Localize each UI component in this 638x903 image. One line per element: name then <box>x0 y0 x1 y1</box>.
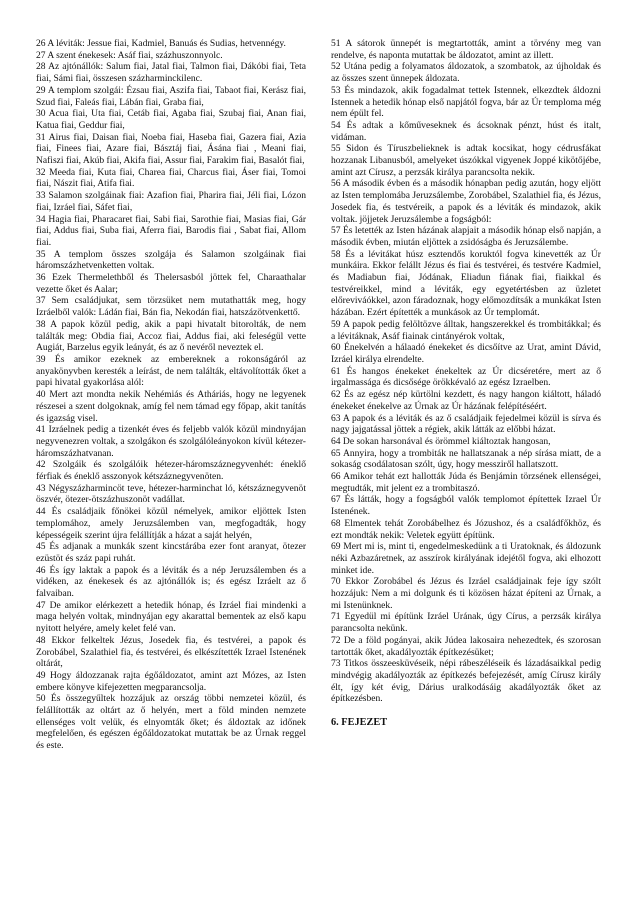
verse-paragraph: 57 És letették az Isten házának alapjait a második hónap első napján, a második évben, miután eljöttek a zsidóságba és Jeruzsálembe. <box>331 225 601 248</box>
verse-paragraph: 29 A templom szolgái: Ézsau fiai, Aszifa fiai, Tabaot fiai, Kerász fiai, Szud fiai, Faleás fiai, Lábán fiai, Graba fiai, <box>36 84 306 108</box>
left-column <box>36 38 306 752</box>
verse-paragraph: 45 És adjanak a munkák szent kincstárába ezer font aranyat, ötezer ezüstöt és száz papi ruhát. <box>36 541 306 564</box>
verse-paragraph: 46 És így laktak a papok és a léviták és a nép Jeruzsálemben és a vidéken, az énekesek és az ajtónállók is; és egész Izráelt az ő falvaiban. <box>36 564 306 600</box>
verse-paragraph: 32 Meeda fiai, Kuta fiai, Charea fiai, Charcus fiai, Áser fiai, Tomoi fiai, Nászit fiai, Atifa fiai. <box>36 166 306 190</box>
verse-paragraph: 50 És összegyűltek hozzájuk az ország többi nemzetei közül, és felállították az oltárt az ő helyén, mert a föld minden nemzete ellenséges volt velük, és elnyomták őket; és áldoztak az időnek megfelelően, és egészen égőáldozatokat mutattak be az Úrnak reggel és este. <box>36 693 306 752</box>
verse-paragraph: 52 Utána pedig a folyamatos áldozatok, a szombatok, az újholdak és az összes szent ünnepek áldozata. <box>331 61 601 85</box>
verse-paragraph: 59 A papok pedig felöltözve álltak, hangszerekkel és trombitákkal; és a lévitáknak, Asáf fiainak cintányérok voltak, <box>331 318 601 342</box>
verse-paragraph: 30 Acua fiai, Uta fiai, Cetáb fiai, Agaba fiai, Szubaj fiai, Anan fiai, Katua fiai, Geddur fiai, <box>36 108 306 131</box>
verse-paragraph: 66 Amikor tehát ezt hallották Júda és Benjámin törzsének ellenségei, megtudták, mit jelent ez a trombitaszó. <box>331 471 601 494</box>
verse-paragraph: 31 Airus fiai, Daisan fiai, Noeba fiai, Haseba fiai, Gazera fiai, Azia fiai, Finees fiai, Azare fiai, Básztáj fiai, Ásána fiai , Meani fiai, Nafiszi fiai, Akúb fiai, Akifa fiai, Assur fiai, Farakim fiai, Basalót fiai, <box>36 131 306 167</box>
right-verses <box>331 38 601 705</box>
verse-paragraph: 51 A sátorok ünnepét is megtartották, amint a törvény meg van rendelve, és naponta mutattak be áldozatot, amint az illett. <box>331 38 601 61</box>
verse-paragraph: 37 Sem családjukat, sem törzsüket nem mutathatták meg, hogy Izráelből valók: Ládán fiai, Bán fia, Nekodán fiai, hatszázötvenkettő. <box>36 295 306 319</box>
chapter-heading: 6. FEJEZET <box>331 717 388 729</box>
verse-paragraph: 69 Mert mi is, mint ti, engedelmeskedünk a ti Uratoknak, és áldozunk néki Azbazáretnek, az asszírok királyának idejétől fogva, aki elhozott minket ide. <box>331 541 601 576</box>
verse-paragraph: 67 És látták, hogy a fogságból valók templomot építettek Izrael Úr Istenének. <box>331 494 601 518</box>
verse-paragraph: 41 Izráelnek pedig a tizenkét éves és feljebb valók közül mindnyájan negyvenezren voltak, a szolgákon és szolgálóleányokon kívül kétezer-háromszázhatvanan. <box>36 424 306 459</box>
verse-paragraph: 55 Sidon és Tíruszbelieknek is adtak kocsikat, hogy cédrusfákat hozzanak Libanusból, amelyeket úszókkal vigyenek Joppé kikötőjébe, amint azt Círusz, a perzsák királya parancsolta nekik. <box>331 143 601 178</box>
verse-paragraph: 64 De sokan harsonával és örömmel kiáltoztak hangosan, <box>331 435 551 447</box>
verse-paragraph: 36 Ezek Thermelethből és Thelersasból jöttek fel, Charaathalar vezette őket és Aalar; <box>36 272 306 295</box>
verse-paragraph: 39 És amikor ezeknek az embereknek a rokonságáról az anyakönyvben keresték a leírást, de nem találták, eltávolították őket a papi hivatal gyakorlása alól: <box>36 353 306 389</box>
verse-paragraph: 38 A papok közül pedig, akik a papi hivatalt bitorolták, de nem találták meg: Obdia fiai, Accoz fiai, Addus fiai, aki feleségül vette Augiát, Barzelus egyik leányát, és az ő nevéről neveztek el. <box>36 318 306 354</box>
verse-paragraph: 54 És adtak a kőműveseknek és ácsoknak pénzt, húst és italt, vidáman. <box>331 119 601 143</box>
verse-paragraph: 43 Négyszázharmincöt teve, hétezer-harminchat ló, kétszáznegyvenöt öszvér, ötezer-ötszázhuszonöt vadállat. <box>36 482 306 506</box>
verse-paragraph: 72 De a föld pogányai, akik Júdea lakosaira nehezedtek, és szorosan tartották őket, akadályozták építkezésüket; <box>331 634 601 658</box>
verse-paragraph: 61 És hangos énekeket énekeltek az Úr dicséretére, mert az ő irgalmassága és dicsősége örökkévaló az egész Izraelben. <box>331 365 601 389</box>
verse-paragraph: 58 És a lévitákat húsz esztendős koruktól fogva kinevették az Úr munkáira. Ekkor felállt Jézus és fiai és testvérei, és testvére Kadmiel, és Madiabun fiai, Jódának, Eliadun fiának fiai, fiaikkal és testvéreikkel, mind a léviták, egy egyetértésben az üzletet előreviváókkel, azon fáradoznak, hogy előmozdítsák a munkákat Isten házában. Ezért építették a munkások az Úr templomát. <box>331 248 601 319</box>
right-column <box>331 38 601 729</box>
verse-paragraph: 27 A szent énekesek: Asáf fiai, százhuszonnyolc. <box>36 49 223 61</box>
verse-paragraph: 68 Elmentek tehát Zorobábelhez és Józushoz, és a családfőkhöz, és ezt mondták nekik: Veletek együtt építünk. <box>331 517 601 541</box>
verse-paragraph: 33 Salamon szolgáinak fiai: Azafion fiai, Pharira fiai, Jéli fiai, Lózon fiai, Izráel fiai, Sáfet fiai, <box>36 190 306 213</box>
verse-paragraph: 53 És mindazok, akik fogadalmat tettek Istennek, elkezdtek áldozni Istennek a hetedik hónap első napjától fogva, bár az Úr temploma még nem épült fel. <box>331 84 601 120</box>
verse-paragraph: 42 Szolgáik és szolgálóik hétezer-háromszáznegyvenhét: éneklő férfiak és éneklő asszonyok kétszáznegyvenöten. <box>36 459 306 483</box>
verse-paragraph: 70 Ekkor Zorobábel és Jézus és Izráel családjainak feje így szólt hozzájuk: Nem a mi dolgunk és ti közösen házat építeni az Úrnak, a mi Istenünknek. <box>331 576 601 611</box>
verse-paragraph: 65 Annyira, hogy a trombiták ne hallatszanak a nép sírása miatt, de a sokaság csodálatosan szólt, úgy, hogy messziről hallatszott. <box>331 447 601 471</box>
verse-paragraph: 71 Egyedül mi építünk Izráel Urának, úgy Círus, a perzsák királya parancsolta nekünk. <box>331 611 601 635</box>
verse-paragraph: 49 Hogy áldozzanak rajta égőáldozatot, amint azt Mózes, az Isten embere könyve kifejezetten megparancsolja. <box>36 669 306 693</box>
verse-paragraph: 34 Hagia fiai, Pharacaret fiai, Sabi fiai, Sarothie fiai, Masias fiai, Gár fiai, Addus fiai, Suba fiai, Aferra fiai, Barodis fiai , Sabat fiai, Allom fiai. <box>36 213 306 248</box>
verse-paragraph: 60 Énekelvén a hálaadó énekeket és dicsőítve az Urat, amint Dávid, Izráel királya elrendelte. <box>331 342 601 365</box>
verse-paragraph: 73 Titkos összeesküvéseik, népi rábeszéléseik és lázadásaikkal pedig mindvégig akadályozták az építkezés befejezését, amíg Círusz király élt, így két évig, Dárius uralkodásáig akadályozták őket az építkezésben. <box>331 658 601 705</box>
verse-paragraph: 48 Ekkor felkeltek Jézus, Josedek fia, és testvérei, a papok és Zorobábel, Szalathiel fia, és testvérei, és elkészítették Izrael Istenének oltárát, <box>36 634 306 670</box>
verse-paragraph: 26 A léviták: Jessue fiai, Kadmiel, Banuás és Sudias, hetvennégy. <box>36 38 286 49</box>
verse-paragraph: 40 Mert azt mondta nekik Nehémiás és Atháriás, hogy ne legyenek részesei a szent dolgoknak, amíg fel nem támad egy főpap, akit tanítás és igazság visel. <box>36 389 306 424</box>
verse-paragraph: 62 És az egész nép kürtölni kezdett, és nagy hangon kiáltott, háladó énekeket énekelve az Úrnak az Úr házának felépítéséért. <box>331 389 601 412</box>
verse-paragraph: 56 A második évben és a második hónapban pedig azután, hogy eljött az Isten templomába Jeruzsálembe, Zorobábel, Szalathiel fia, és Jézus, Josedek fia, és testvéreik, a papok és a léviták és mindazok, akik voltak. jöjjetek Jeruzsálembe a fogságból: <box>331 178 601 225</box>
verse-paragraph: 28 Az ajtónállók: Salum fiai, Jatal fiai, Talmon fiai, Dákóbi fiai, Teta fiai, Sámi fiai, összesen százharminckilenc. <box>36 61 306 85</box>
verse-paragraph: 44 És családjaik főnökei közül némelyek, amikor eljöttek Isten templomához, amely Jeruzsálemben van, megfogadták, hogy képességeik szerint újra felállítják a házat a saját helyén, <box>36 506 306 541</box>
verse-paragraph: 47 De amikor elérkezett a hetedik hónap, és Izráel fiai mindenki a maga helyén voltak, mindnyájan egy akarattal bementek az első kapu nyitott helyére, amely kelet felé van. <box>36 599 306 635</box>
verse-paragraph: 63 A papok és a léviták és az ő családjaik fejedelmei közül is sírva és nagy jajgatással jöttek a régiek, akik látták az előbbi házat. <box>331 412 601 436</box>
verse-paragraph: 35 A templom összes szolgája és Salamon szolgáinak fiai háromszázhetvenketten voltak. <box>36 248 306 272</box>
